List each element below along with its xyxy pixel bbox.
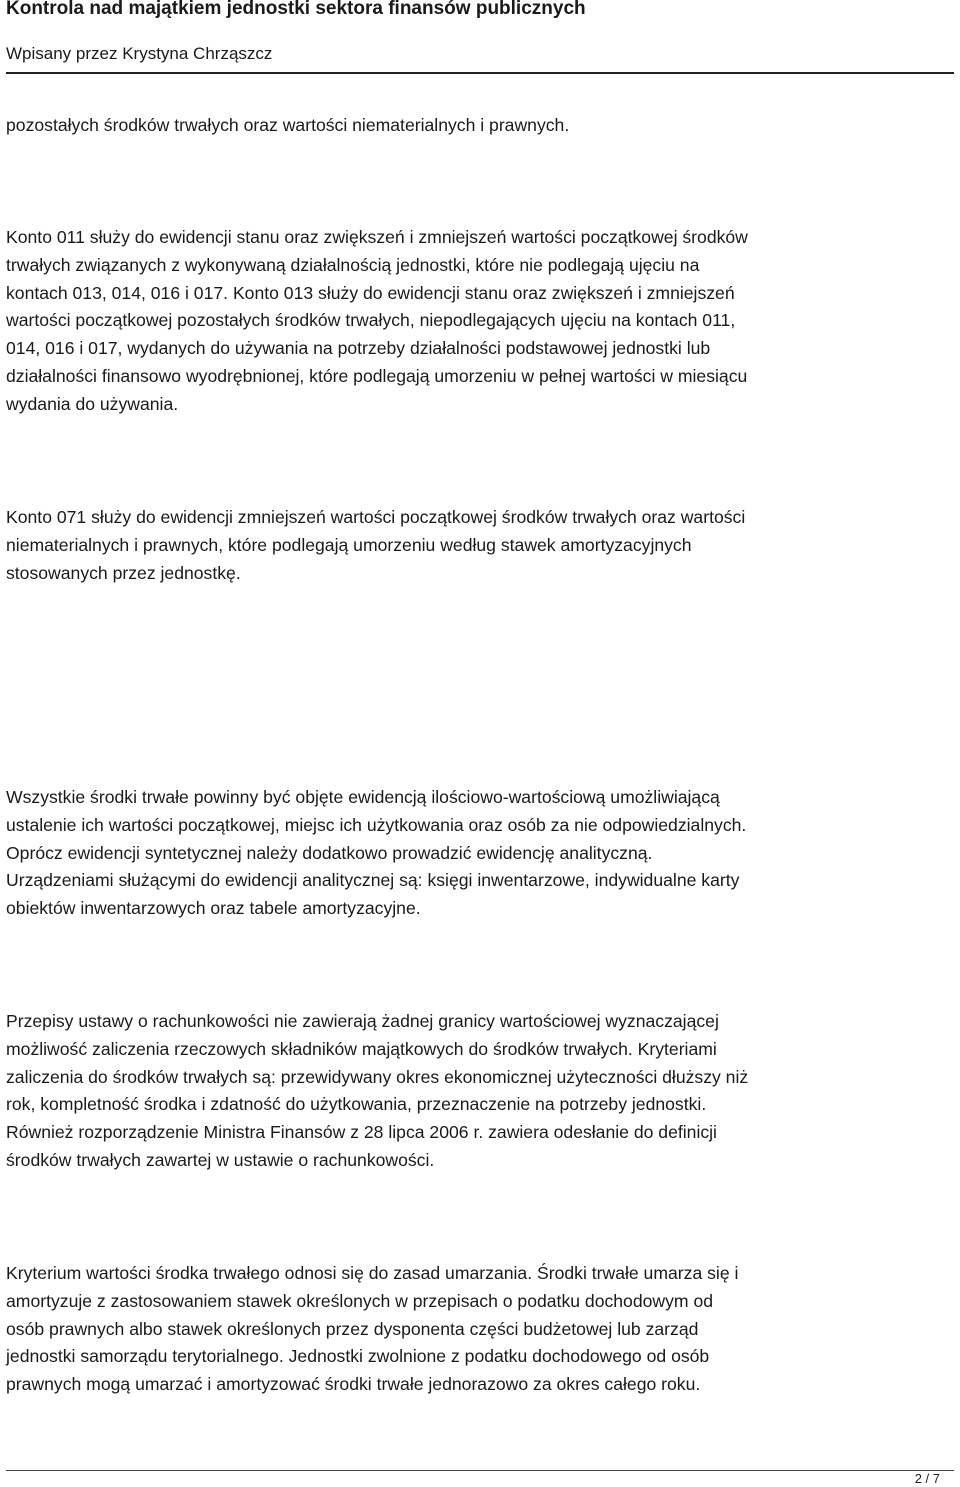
paragraph-4: Wszystkie środki trwałe powinny być objęte ewidencją ilościowo-wartościową umożliwiającą ustalenie ich wartości początkowej, miejsc ich użytkowania oraz osób za nie odpowiedzialnych. Oprócz ewidencji syntetycznej należy dodatkowo prowadzić ewidencję analityczną. Urządzeniami służącymi do ewidencji analitycznej są: księgi inwentarzowe, indywidualne karty obiektów inwentarzowych oraz tabele amortyzacyjne. — [6, 787, 747, 919]
document-title: Kontrola nad majątkiem jednostki sektora finansów publicznych — [6, 0, 586, 19]
header-divider — [6, 72, 954, 74]
paragraph-3: Konto 071 służy do ewidencji zmniejszeń wartości początkowej środków trwałych oraz wartości niematerialnych i prawnych, które podlegają umorzeniu według stawek amortyzacyjnych stosowanych przez jednostkę. — [6, 507, 746, 583]
author-line: Wpisany przez Krystyna Chrząszcz — [6, 44, 273, 63]
paragraph-1: pozostałych środków trwałych oraz wartości niematerialnych i prawnych. — [6, 115, 570, 135]
document-header — [6, 0, 954, 64]
paragraph-2: Konto 011 służy do ewidencji stanu oraz zwiększeń i zmniejszeń wartości początkowej środków trwałych związanych z wykonywaną działalnością jednostki, które nie podlegają ujęciu na kontach 013, 014, 016 i 017. Konto 013 służy do ewidencji stanu oraz zwiększeń i zmniejszeń wartości początkowej pozostałych środków trwałych, niepodlegających ujęciu na kontach 011, 014, 016 i 017, wydanych do używania na potrzeby działalności podstawowej jednostki lub działalności finansowo wyodrębnionej, które podlegają umorzeniu w pełnej wartości w miesiącu wydania do używania. — [6, 227, 748, 414]
paragraph-5: Przepisy ustawy o rachunkowości nie zawierają żadnej granicy wartościowej wyznaczającej możliwość zaliczenia rzeczowych składników majątkowych do środków trwałych. Kryteriami zaliczenia do środków trwałych są: przewidywany okres ekonomicznej użyteczności dłuższy niż rok, kompletność środka i zdatność do użytkowania, przeznaczenie na potrzeby jednostki. Również rozporządzenie Ministra Finansów z 28 lipca 2006 r. zawiera odesłanie do definicji środków trwałych zawartej w ustawie o rachunkowości. — [6, 1011, 749, 1170]
paragraph-6: Kryterium wartości środka trwałego odnosi się do zasad umarzania. Środki trwałe umarza się i amortyzuje z zastosowaniem stawek określonych w przepisach o podatku dochodowym od osób prawnych albo stawek określonych przez dysponenta części budżetowej lub zarząd jednostki samorządu terytorialnego. Jednostki zwolnione z podatku dochodowego od osób prawnych mogą umarzać i amortyzować środki trwałe jednorazowo za okres całego roku. — [6, 1263, 739, 1395]
page-number: 2 / 7 — [914, 1471, 940, 1486]
footer-divider — [6, 1470, 954, 1471]
